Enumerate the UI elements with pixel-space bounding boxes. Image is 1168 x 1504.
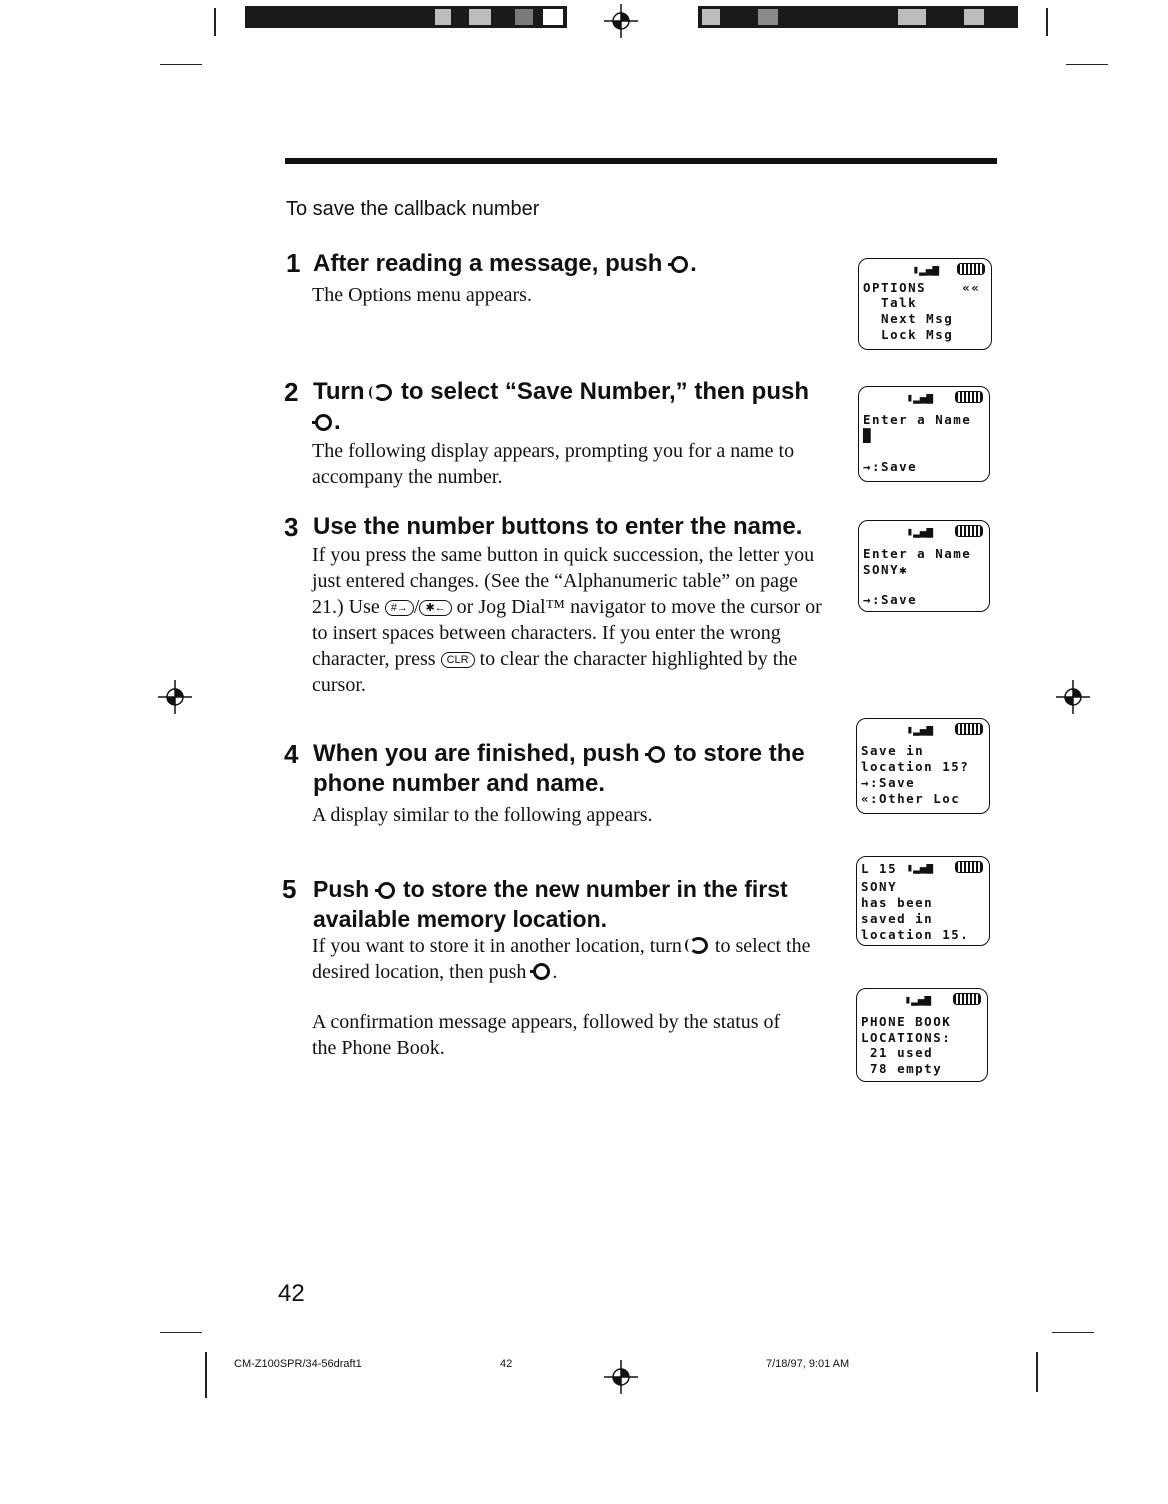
lcd-status-bar (859, 389, 983, 405)
step-5-body (312, 933, 812, 985)
step-2-heading (313, 377, 813, 437)
step-2-heading-text-2: to select “Save Number,” then push (400, 378, 809, 405)
header-rule (285, 158, 997, 164)
step-5-number: 5 (282, 874, 297, 904)
step-3-body-text-2: or Jog Dial™ navigator to move the cursor or to insert spaces between characters. If you enter the wrong character, press (312, 596, 822, 670)
step-4-body: A display similar to the following appears. (312, 804, 653, 826)
footer-doc-id: CM-Z100SPR/34-56draft1 (234, 1358, 362, 1370)
lcd-screen-options (858, 258, 992, 350)
step-4-number: 4 (284, 739, 299, 769)
lcd-line: Lock Msg (863, 327, 954, 342)
jog-push-icon (648, 746, 665, 763)
lcd-line: 21 used (861, 1045, 934, 1060)
step-1-number: 1 (286, 248, 301, 278)
lcd-line: █ (863, 428, 873, 443)
lcd-screen-saved (856, 856, 990, 946)
lcd-status-bar (859, 261, 985, 277)
step-3-number: 3 (284, 512, 299, 542)
step-1-body: The Options menu appears. (312, 284, 532, 306)
crop-mark (205, 1352, 207, 1398)
jog-turn-icon (373, 384, 392, 401)
lcd-line: PHONE BOOK (861, 1014, 952, 1029)
step-5-body-end: . (552, 961, 558, 983)
lcd-line: location 15? (861, 759, 970, 774)
crop-mark (214, 8, 216, 36)
lcd-status-bar (857, 991, 981, 1007)
step-5-body-text-1: If you want to store it in another location, turn (312, 935, 682, 957)
section-title: To save the callback number (286, 198, 540, 220)
lcd-line: saved in (861, 911, 934, 926)
step-4-heading-text: When you are finished, push (313, 740, 640, 767)
lcd-line: «:Other Loc (861, 791, 961, 806)
crop-mark (160, 64, 202, 65)
step-5-confirmation: A confirmation message appears, followed by the status of the Phone Book. (312, 1011, 781, 1059)
step-3-heading: Use the number buttons to enter the name. (313, 513, 803, 540)
lcd-status-bar (857, 721, 983, 737)
color-bar-right (698, 6, 1018, 28)
step-1-heading-text: After reading a message, push (313, 250, 663, 277)
step-3-body (312, 542, 832, 698)
lcd-line: Save in (861, 743, 925, 758)
signal-icon: ▮▂▄▆ (904, 992, 931, 1006)
crop-mark (1066, 64, 1108, 65)
signal-icon: ▮▂▄▆ (906, 390, 933, 404)
step-4-heading (313, 739, 813, 799)
step-3-body-text-3: to clear the character highlighted by the cursor. (312, 648, 798, 696)
lcd-screen-enter-name (858, 386, 990, 482)
step-2-number: 2 (284, 377, 299, 407)
lcd-line: →:Save (863, 459, 918, 474)
lcd-line: location 15. (861, 927, 970, 942)
crop-mark (160, 1332, 202, 1333)
step-3-body-text-1: If you press the same button in quick succession, the letter you just entered changes. (See the “Alphanumeric table” on page 21.) Use (312, 544, 815, 618)
lcd-line: Enter a Name (863, 546, 972, 561)
lcd-line: Talk (863, 295, 918, 310)
clr-key-icon: CLR (441, 652, 475, 668)
battery-icon (955, 391, 983, 403)
step-5-heading (313, 874, 813, 934)
lcd-line: SONY✱ (863, 562, 909, 577)
lcd-line: →:Save (863, 592, 918, 607)
signal-icon: ▮▂▄▆ (906, 722, 933, 736)
jog-push-icon (671, 256, 688, 273)
crop-mark (1046, 8, 1048, 36)
color-bar-left (245, 6, 567, 28)
lcd-line: has been (861, 895, 934, 910)
lcd-line: Enter a Name (863, 412, 972, 427)
lcd-status-bar (857, 859, 983, 875)
jog-push-icon (533, 963, 550, 980)
battery-icon (953, 993, 981, 1005)
lcd-line: Next Msg (863, 311, 954, 326)
step-5-heading-text: Push (313, 876, 370, 902)
step-1-heading (313, 249, 843, 279)
crop-mark (1036, 1352, 1038, 1392)
registration-mark-left-icon (158, 680, 192, 714)
lcd-screen-phone-book-status (856, 988, 988, 1082)
signal-icon: ▮▂▄▆ (906, 860, 933, 874)
registration-mark-top-icon (604, 4, 638, 38)
battery-icon (955, 861, 983, 873)
lcd-line: 78 empty (861, 1061, 943, 1076)
lcd-status-bar (859, 523, 983, 539)
footer-page: 42 (500, 1358, 513, 1370)
step-5-heading-text-2: to store the new number in the first available memory location. (313, 876, 788, 932)
registration-mark-right-icon (1056, 680, 1090, 714)
battery-icon (955, 525, 983, 537)
step-2-heading-end: . (334, 408, 341, 435)
step-1-heading-end: . (690, 250, 697, 277)
lcd-screen-enter-name-sony (858, 520, 990, 612)
battery-icon (955, 723, 983, 735)
signal-icon: ▮▂▄▆ (912, 262, 939, 276)
lcd-line: LOCATIONS: (861, 1030, 952, 1045)
key-separator: / (413, 596, 420, 618)
hash-key-icon: #→ (385, 600, 414, 616)
message-battery-icon (961, 263, 985, 275)
star-key-icon: ✱← (419, 600, 451, 616)
lcd-line: OPTIONS «« (863, 280, 981, 295)
lcd-line: SONY (861, 879, 898, 894)
lcd-line: L 15 (861, 861, 898, 876)
step-4-heading-text-2: to store the phone number and name. (313, 740, 805, 797)
step-5-body-text-2: to select the desired location, then push (312, 935, 811, 983)
page-number: 42 (278, 1280, 305, 1307)
jog-turn-icon (689, 937, 708, 954)
registration-mark-bottom-icon (604, 1360, 638, 1394)
jog-push-icon (378, 882, 395, 899)
step-2-body: The following display appears, prompting you for a name to accompany the number. (312, 440, 795, 488)
signal-icon: ▮▂▄▆ (906, 524, 933, 538)
crop-mark (1052, 1332, 1094, 1333)
lcd-screen-save-location (856, 718, 990, 814)
footer-timestamp: 7/18/97, 9:01 AM (766, 1358, 850, 1370)
jog-push-icon (315, 414, 332, 431)
step-2-heading-text: Turn (313, 378, 365, 405)
lcd-line: →:Save (861, 775, 916, 790)
